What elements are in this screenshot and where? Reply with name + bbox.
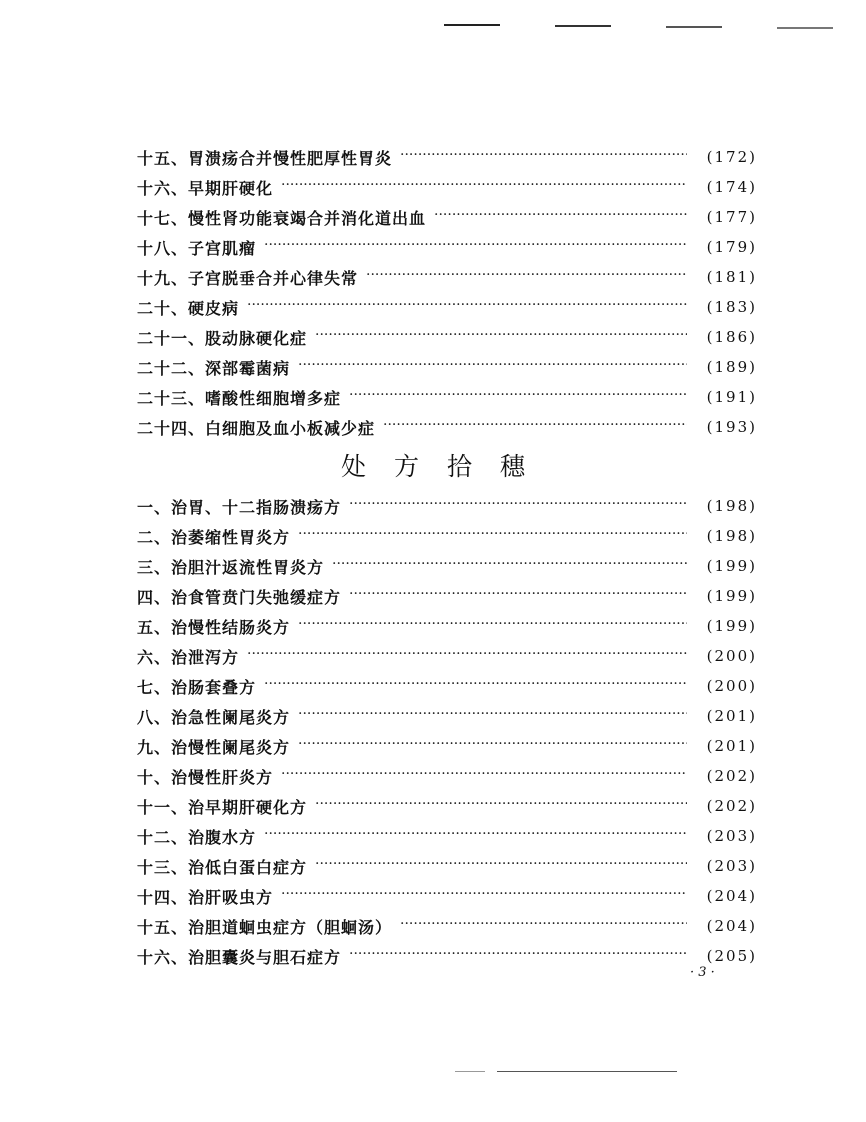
entry-page: (191) [706, 388, 757, 406]
toc-entry[interactable] [137, 881, 757, 911]
entry-title: 十八、子宫肌瘤 [137, 238, 257, 258]
entry-page: (203) [706, 827, 757, 845]
toc-entry[interactable] [137, 611, 757, 641]
leader-dots [298, 701, 687, 731]
toc-entry[interactable] [137, 142, 757, 172]
toc-entry[interactable] [137, 551, 757, 581]
entry-page: (179) [706, 238, 757, 256]
leader-dots [349, 491, 687, 521]
toc-entry[interactable] [137, 262, 757, 292]
leader-dots [315, 851, 687, 881]
leader-dots [298, 611, 687, 641]
leader-dots [383, 412, 687, 442]
entry-title: 二十二、深部霉菌病 [137, 358, 291, 378]
leader-dots [366, 262, 687, 292]
entry-title: 九、治慢性阑尾炎方 [137, 737, 291, 757]
entry-title: 十六、治胆囊炎与胆石症方 [137, 947, 342, 967]
leader-dots [434, 202, 687, 232]
leader-dots [281, 761, 687, 791]
entry-page: (203) [706, 857, 757, 875]
scan-artifact-line [497, 1071, 677, 1072]
toc-entry[interactable] [137, 292, 757, 322]
leader-dots [264, 821, 687, 851]
entry-title: 十六、早期肝硬化 [137, 178, 274, 198]
entry-title: 二十一、股动脉硬化症 [137, 328, 308, 348]
entry-title: 三、治胆汁返流性胃炎方 [137, 557, 325, 577]
toc-entry[interactable] [137, 671, 757, 701]
entry-title: 十、治慢性肝炎方 [137, 767, 274, 787]
entry-title: 二十四、白细胞及血小板减少症 [137, 418, 376, 438]
entry-page: (198) [706, 527, 757, 545]
toc-entry[interactable] [137, 172, 757, 202]
toc-entry[interactable] [137, 851, 757, 881]
toc-entry[interactable] [137, 581, 757, 611]
leader-dots [349, 382, 687, 412]
toc-entry[interactable] [137, 521, 757, 551]
toc-entry[interactable] [137, 352, 757, 382]
section-heading: 处方拾穗 [340, 452, 553, 481]
leader-dots [247, 641, 687, 671]
leader-dots [400, 911, 687, 941]
entry-page: (199) [706, 587, 757, 605]
entry-page: (205) [706, 947, 757, 965]
header-rule [666, 26, 722, 28]
leader-dots [264, 671, 687, 701]
toc-entry[interactable] [137, 382, 757, 412]
entry-page: (193) [706, 418, 757, 436]
entry-title: 十七、慢性肾功能衰竭合并消化道出血 [137, 208, 427, 228]
entry-title: 十三、治低白蛋白症方 [137, 857, 308, 877]
leader-dots [349, 581, 687, 611]
entry-title: 二十三、嗜酸性细胞增多症 [137, 388, 342, 408]
entry-page: (198) [706, 497, 757, 515]
entry-page: (204) [706, 917, 757, 935]
leader-dots [281, 881, 687, 911]
entry-page: (177) [706, 208, 757, 226]
entry-title: 十一、治早期肝硬化方 [137, 797, 308, 817]
entry-title: 一、治胃、十二指肠溃疡方 [137, 497, 342, 517]
toc-entry[interactable] [137, 701, 757, 731]
toc-entry[interactable] [137, 491, 757, 521]
entry-title: 十九、子宫脱垂合并心律失常 [137, 268, 359, 288]
toc-entry[interactable] [137, 791, 757, 821]
toc-entry[interactable] [137, 641, 757, 671]
header-rule [444, 24, 500, 26]
toc-entry[interactable] [137, 761, 757, 791]
leader-dots [315, 322, 687, 352]
leader-dots [298, 521, 687, 551]
toc-entry[interactable] [137, 731, 757, 761]
entry-page: (204) [706, 887, 757, 905]
leader-dots [400, 142, 687, 172]
entry-page: (172) [706, 148, 757, 166]
header-rule [555, 25, 611, 27]
entry-page: (202) [706, 767, 757, 785]
entry-title: 十五、治胆道蛔虫症方（胆蛔汤） [137, 917, 393, 937]
entry-page: (199) [706, 617, 757, 635]
entry-page: (181) [706, 268, 757, 286]
entry-title: 五、治慢性结肠炎方 [137, 617, 291, 637]
leader-dots [281, 172, 687, 202]
entry-page: (189) [706, 358, 757, 376]
entry-title: 十五、胃溃疡合并慢性肥厚性胃炎 [137, 148, 393, 168]
toc-entry[interactable] [137, 911, 757, 941]
entry-title: 四、治食管贲门失弛缓症方 [137, 587, 342, 607]
entry-page: (174) [706, 178, 757, 196]
page-number: · 3 · [690, 965, 715, 980]
entry-page: (202) [706, 797, 757, 815]
toc-entry[interactable] [137, 232, 757, 262]
leader-dots [315, 791, 687, 821]
entry-page: (183) [706, 298, 757, 316]
entry-title: 二十、硬皮病 [137, 298, 240, 318]
entry-page: (201) [706, 737, 757, 755]
entry-page: (186) [706, 328, 757, 346]
toc-entry[interactable] [137, 202, 757, 232]
entry-page: (201) [706, 707, 757, 725]
header-rule [777, 27, 833, 29]
entry-title: 二、治萎缩性胃炎方 [137, 527, 291, 547]
entry-page: (199) [706, 557, 757, 575]
entry-title: 六、治泄泻方 [137, 647, 240, 667]
leader-dots [298, 352, 687, 382]
toc-entry[interactable] [137, 941, 757, 971]
leader-dots [247, 292, 687, 322]
entry-page: (200) [706, 647, 757, 665]
entry-page: (200) [706, 677, 757, 695]
toc-entry[interactable] [137, 412, 757, 442]
entry-title: 十二、治腹水方 [137, 827, 257, 847]
scan-artifact-line [455, 1071, 485, 1072]
leader-dots [298, 731, 687, 761]
entry-title: 十四、治肝吸虫方 [137, 887, 274, 907]
leader-dots [264, 232, 687, 262]
toc-entry[interactable] [137, 821, 757, 851]
entry-title: 八、治急性阑尾炎方 [137, 707, 291, 727]
leader-dots [332, 551, 687, 581]
toc-entry[interactable] [137, 322, 757, 352]
leader-dots [349, 941, 687, 971]
entry-title: 七、治肠套叠方 [137, 677, 257, 697]
